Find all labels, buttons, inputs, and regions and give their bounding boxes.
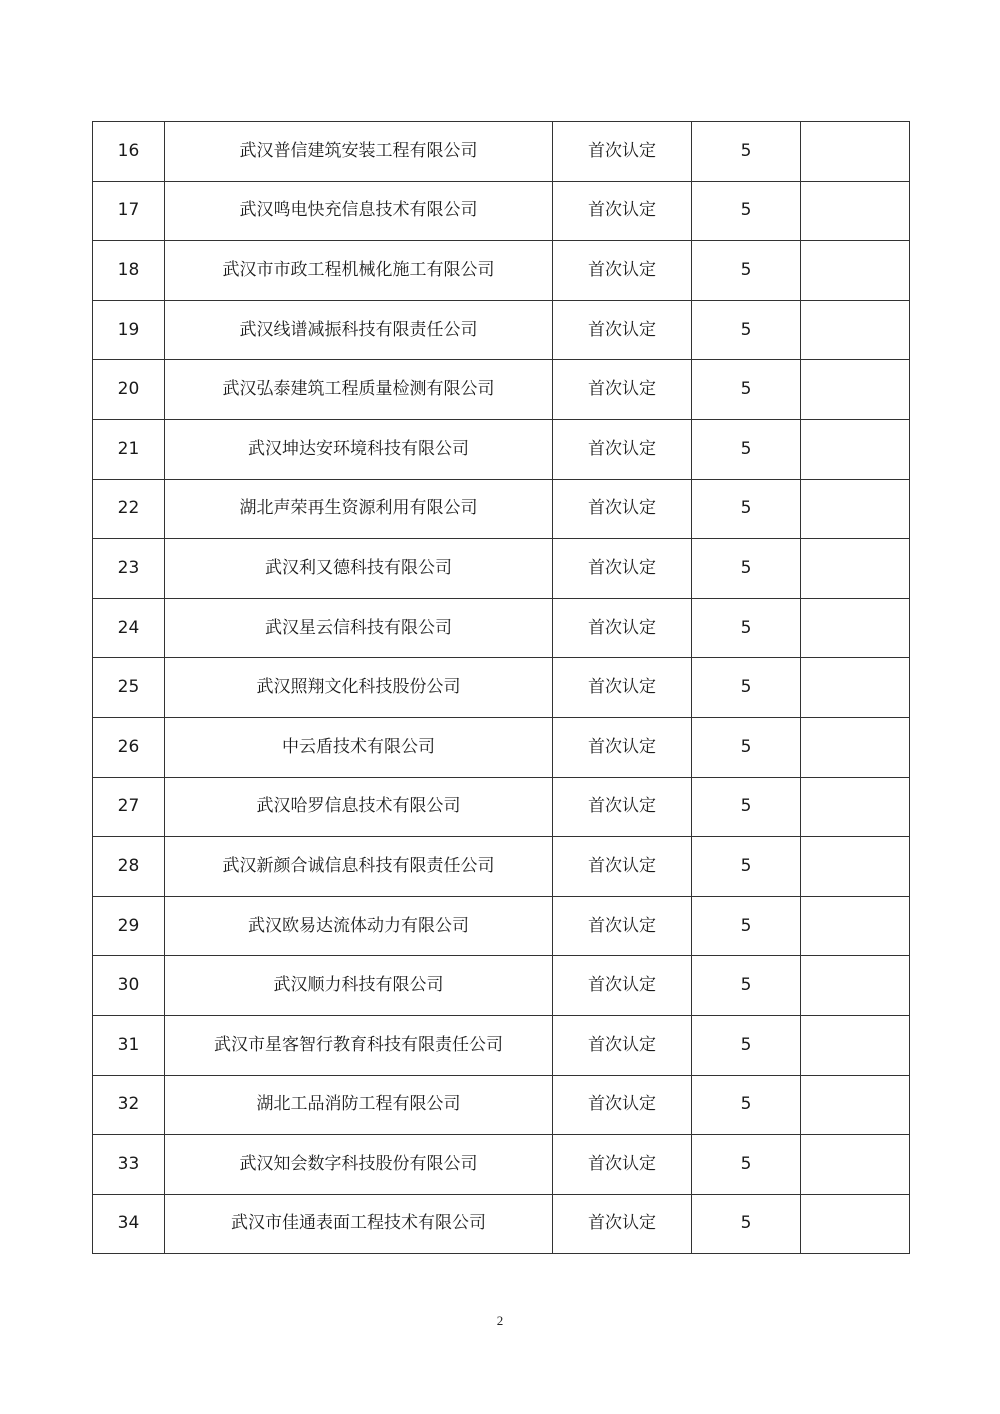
row-number-cell: 34 — [93, 1194, 165, 1254]
table-row — [93, 896, 910, 956]
validity-years-cell: 5 — [692, 837, 801, 897]
validity-years-cell: 5 — [692, 717, 801, 777]
certification-type-cell: 首次认定 — [553, 539, 692, 599]
certification-type-cell: 首次认定 — [553, 837, 692, 897]
validity-years-cell: 5 — [692, 896, 801, 956]
remarks-cell — [801, 837, 910, 897]
company-name-cell: 武汉星云信科技有限公司 — [165, 598, 553, 658]
remarks-cell — [801, 658, 910, 718]
certification-type-cell: 首次认定 — [553, 896, 692, 956]
table-row — [93, 479, 910, 539]
certification-type-cell: 首次认定 — [553, 122, 692, 182]
certification-type-cell: 首次认定 — [553, 1075, 692, 1135]
company-name-cell: 湖北声荣再生资源利用有限公司 — [165, 479, 553, 539]
row-number-cell: 19 — [93, 300, 165, 360]
table-row — [93, 241, 910, 301]
remarks-cell — [801, 360, 910, 420]
row-number-cell: 17 — [93, 181, 165, 241]
remarks-cell — [801, 1135, 910, 1195]
validity-years-cell: 5 — [692, 777, 801, 837]
remarks-cell — [801, 241, 910, 301]
validity-years-cell: 5 — [692, 241, 801, 301]
certification-type-cell: 首次认定 — [553, 479, 692, 539]
table-row — [93, 419, 910, 479]
table-row — [93, 1075, 910, 1135]
company-name-cell: 武汉哈罗信息技术有限公司 — [165, 777, 553, 837]
company-name-cell: 湖北工品消防工程有限公司 — [165, 1075, 553, 1135]
remarks-cell — [801, 896, 910, 956]
table-row — [93, 1015, 910, 1075]
remarks-cell — [801, 479, 910, 539]
company-name-cell: 武汉市市政工程机械化施工有限公司 — [165, 241, 553, 301]
certification-type-cell: 首次认定 — [553, 181, 692, 241]
company-name-cell: 武汉线谱减振科技有限责任公司 — [165, 300, 553, 360]
certification-type-cell: 首次认定 — [553, 1015, 692, 1075]
remarks-cell — [801, 777, 910, 837]
table-row — [93, 837, 910, 897]
remarks-cell — [801, 1075, 910, 1135]
table-row — [93, 181, 910, 241]
certification-type-cell: 首次认定 — [553, 1194, 692, 1254]
row-number-cell: 32 — [93, 1075, 165, 1135]
remarks-cell — [801, 717, 910, 777]
row-number-cell: 23 — [93, 539, 165, 599]
validity-years-cell: 5 — [692, 479, 801, 539]
row-number-cell: 16 — [93, 122, 165, 182]
table-row — [93, 1135, 910, 1195]
company-name-cell: 武汉欧易达流体动力有限公司 — [165, 896, 553, 956]
validity-years-cell: 5 — [692, 1075, 801, 1135]
validity-years-cell: 5 — [692, 300, 801, 360]
row-number-cell: 18 — [93, 241, 165, 301]
table-row — [93, 956, 910, 1016]
remarks-cell — [801, 181, 910, 241]
remarks-cell — [801, 1015, 910, 1075]
remarks-cell — [801, 539, 910, 599]
table-row — [93, 658, 910, 718]
certification-type-cell: 首次认定 — [553, 1135, 692, 1195]
table-row — [93, 1194, 910, 1254]
validity-years-cell: 5 — [692, 1135, 801, 1195]
certification-type-cell: 首次认定 — [553, 419, 692, 479]
table-row — [93, 122, 910, 182]
company-name-cell: 武汉知会数字科技股份有限公司 — [165, 1135, 553, 1195]
remarks-cell — [801, 300, 910, 360]
row-number-cell: 21 — [93, 419, 165, 479]
row-number-cell: 22 — [93, 479, 165, 539]
row-number-cell: 27 — [93, 777, 165, 837]
certification-type-cell: 首次认定 — [553, 658, 692, 718]
validity-years-cell: 5 — [692, 598, 801, 658]
certification-type-cell: 首次认定 — [553, 717, 692, 777]
company-name-cell: 武汉市佳通表面工程技术有限公司 — [165, 1194, 553, 1254]
remarks-cell — [801, 122, 910, 182]
table-row — [93, 717, 910, 777]
certification-type-cell: 首次认定 — [553, 300, 692, 360]
validity-years-cell: 5 — [692, 1194, 801, 1254]
table-row — [93, 539, 910, 599]
company-name-cell: 武汉普信建筑安装工程有限公司 — [165, 122, 553, 182]
row-number-cell: 26 — [93, 717, 165, 777]
company-name-cell: 中云盾技术有限公司 — [165, 717, 553, 777]
validity-years-cell: 5 — [692, 419, 801, 479]
company-name-cell: 武汉顺力科技有限公司 — [165, 956, 553, 1016]
company-name-cell: 武汉坤达安环境科技有限公司 — [165, 419, 553, 479]
company-name-cell: 武汉市星客智行教育科技有限责任公司 — [165, 1015, 553, 1075]
row-number-cell: 25 — [93, 658, 165, 718]
company-list-table — [92, 121, 910, 1254]
remarks-cell — [801, 598, 910, 658]
remarks-cell — [801, 419, 910, 479]
row-number-cell: 31 — [93, 1015, 165, 1075]
remarks-cell — [801, 1194, 910, 1254]
company-name-cell: 武汉新颜合诚信息科技有限责任公司 — [165, 837, 553, 897]
certification-type-cell: 首次认定 — [553, 777, 692, 837]
validity-years-cell: 5 — [692, 1015, 801, 1075]
certification-type-cell: 首次认定 — [553, 241, 692, 301]
row-number-cell: 33 — [93, 1135, 165, 1195]
row-number-cell: 20 — [93, 360, 165, 420]
table-body — [93, 122, 910, 1254]
table-row — [93, 777, 910, 837]
table-row — [93, 598, 910, 658]
row-number-cell: 28 — [93, 837, 165, 897]
table-row — [93, 300, 910, 360]
company-name-cell: 武汉鸣电快充信息技术有限公司 — [165, 181, 553, 241]
certification-type-cell: 首次认定 — [553, 360, 692, 420]
page-number: 2 — [496, 1313, 504, 1328]
validity-years-cell: 5 — [692, 956, 801, 1016]
validity-years-cell: 5 — [692, 658, 801, 718]
certification-type-cell: 首次认定 — [553, 956, 692, 1016]
validity-years-cell: 5 — [692, 122, 801, 182]
company-name-cell: 武汉弘泰建筑工程质量检测有限公司 — [165, 360, 553, 420]
validity-years-cell: 5 — [692, 181, 801, 241]
row-number-cell: 24 — [93, 598, 165, 658]
table-row — [93, 360, 910, 420]
validity-years-cell: 5 — [692, 539, 801, 599]
certification-type-cell: 首次认定 — [553, 598, 692, 658]
company-name-cell: 武汉照翔文化科技股份公司 — [165, 658, 553, 718]
remarks-cell — [801, 956, 910, 1016]
validity-years-cell: 5 — [692, 360, 801, 420]
company-name-cell: 武汉利又德科技有限公司 — [165, 539, 553, 599]
row-number-cell: 29 — [93, 896, 165, 956]
row-number-cell: 30 — [93, 956, 165, 1016]
